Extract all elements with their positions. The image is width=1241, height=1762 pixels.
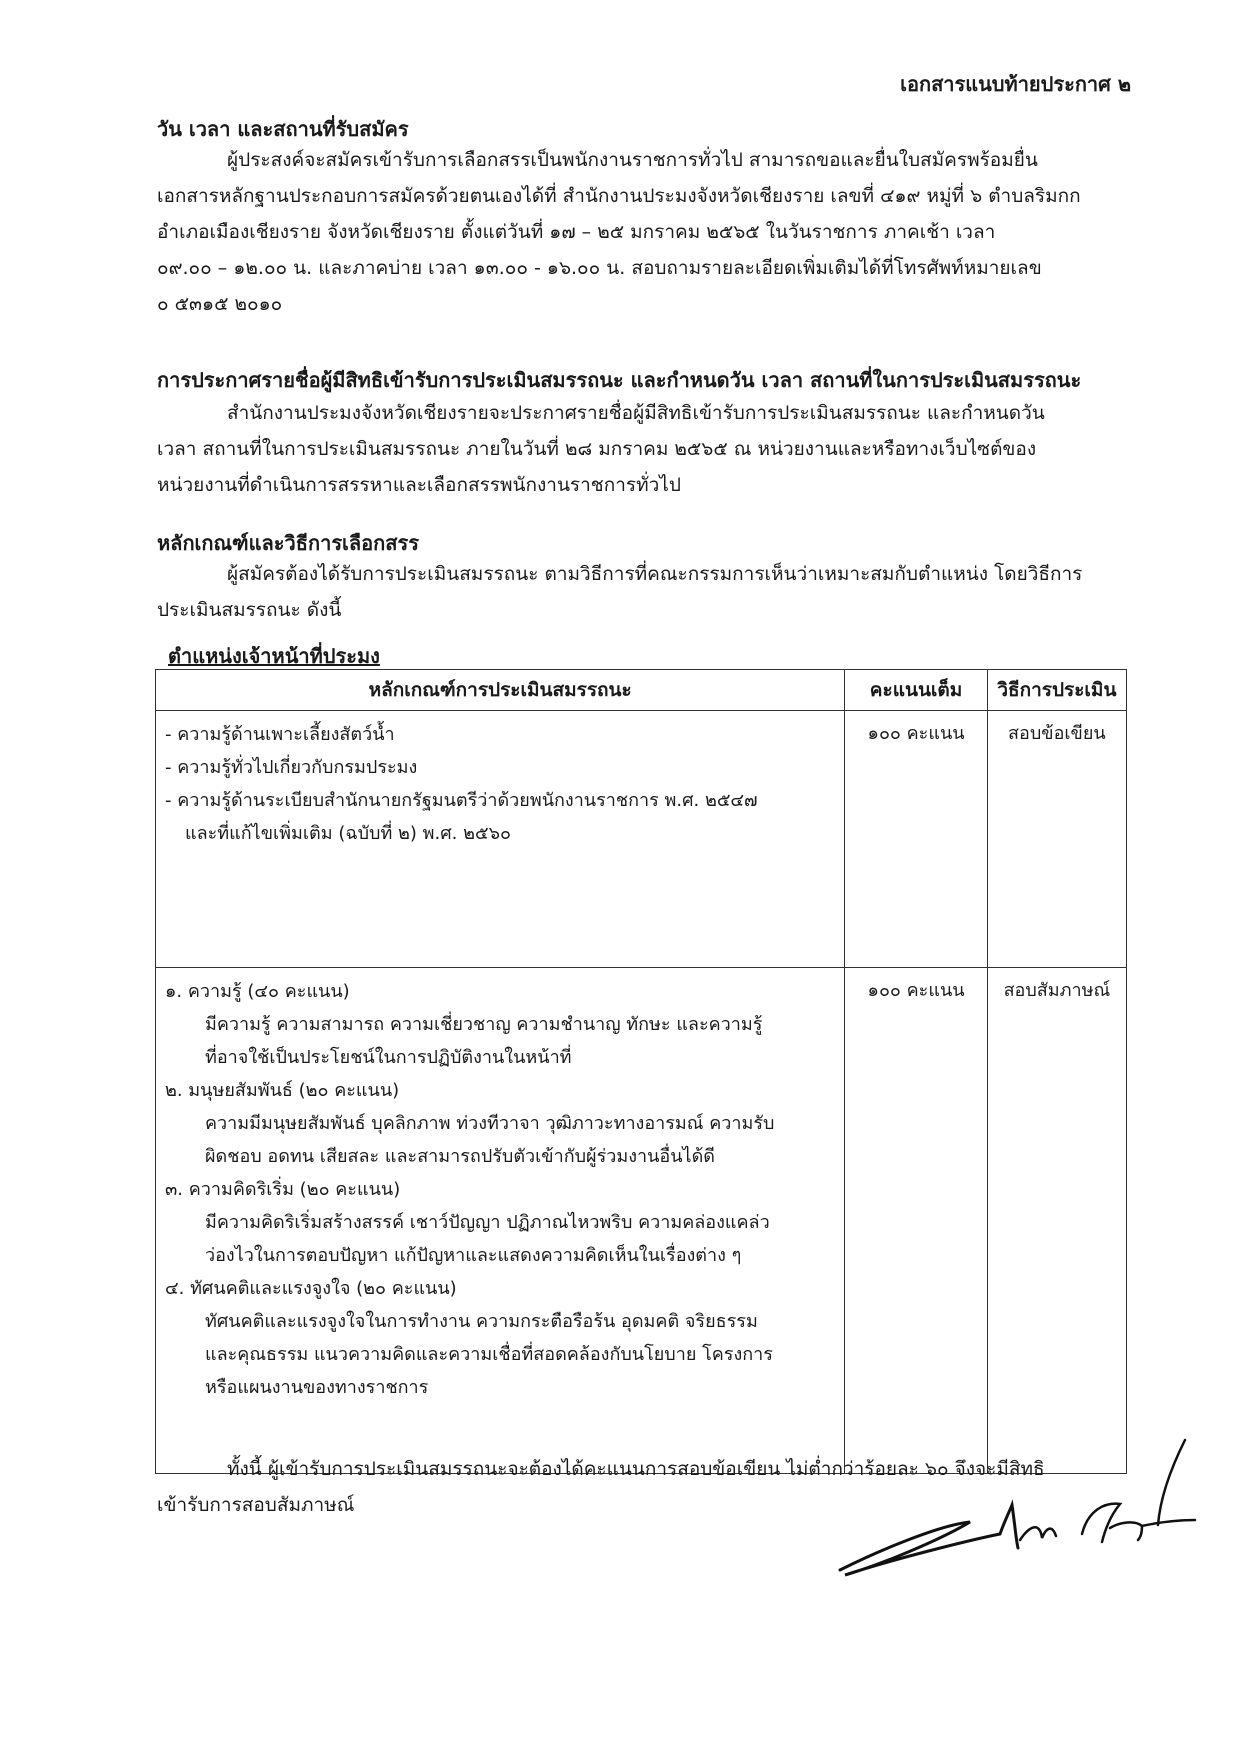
- criteria-line: - ความรู้ด้านระเบียบสำนักนายกรัฐมนตรีว่าด้วยพนักงานราชการ พ.ศ. ๒๕๔๗: [165, 790, 758, 811]
- criteria-line: ๔. ทัศนคติและแรงจูงใจ (๒๐ คะแนน): [165, 1278, 457, 1299]
- text-line: สำนักงานประมงจังหวัดเชียงรายจะประกาศรายชื่อผู้มีสิทธิเข้ารับการประเมินสมรรถนะ และกำหนดวัน: [227, 402, 1045, 424]
- criteria-line: ๑. ความรู้ (๔๐ คะแนน): [165, 981, 350, 1002]
- criteria-line: หรือแผนงานของทางราชการ: [205, 1377, 429, 1398]
- text-line: เวลา สถานที่ในการประเมินสมรรถนะ ภายในวันที่ ๒๘ มกราคม ๒๕๖๕ ณ หน่วยงานและหรือทางเว็บไซต์ของ: [157, 438, 1037, 460]
- section-body-announcement: [157, 395, 1127, 503]
- criteria-line: ว่องไวในการตอบปัญหา แก้ปัญหาและแสดงความคิดเห็นในเรื่องต่าง ๆ: [205, 1245, 742, 1266]
- criteria-line: และที่แก้ไขเพิ่มเติม (ฉบับที่ ๒) พ.ศ. ๒๕๖๐: [185, 823, 512, 844]
- text-line: ผู้ประสงค์จะสมัครเข้ารับการเลือกสรรเป็นพนักงานราชการทั่วไป สามารถขอและยื่นใบสมัครพร้อมยื่น: [227, 149, 1038, 171]
- criteria-line: ความมีมนุษยสัมพันธ์ บุคลิกภาพ ท่วงทีวาจา วุฒิภาวะทางอารมณ์ ความรับ: [205, 1113, 775, 1134]
- table-row: [156, 711, 1127, 968]
- position-title: ตำแหน่งเจ้าหน้าที่ประมง: [168, 644, 380, 668]
- signature-icon: [820, 1430, 1200, 1590]
- criteria-line: ๓. ความคิดริเริ่ม (๒๐ คะแนน): [165, 1179, 401, 1200]
- method-cell: สอบสัมภาษณ์: [987, 968, 1126, 1474]
- criteria-line: มีความคิดริเริ่มสร้างสรรค์ เชาว์ปัญญา ปฏิภาณไหวพริบ ความคล่องแคล่ว: [205, 1212, 770, 1233]
- section-heading-criteria: หลักเกณฑ์และวิธีการเลือกสรร: [157, 531, 419, 555]
- text-line: หน่วยงานที่ดำเนินการสรรหาและเลือกสรรพนักงานราชการทั่วไป: [157, 474, 681, 496]
- criteria-line: - ความรู้ทั่วไปเกี่ยวกับกรมประมง: [165, 757, 418, 778]
- method-cell: สอบข้อเขียน: [987, 711, 1126, 968]
- column-header-criteria: หลักเกณฑ์การประเมินสมรรถนะ: [156, 670, 845, 711]
- evaluation-criteria-table: [155, 669, 1127, 1474]
- table-header-row: [156, 670, 1127, 711]
- table-row: [156, 968, 1127, 1474]
- section-heading-announcement: การประกาศรายชื่อผู้มีสิทธิเข้ารับการประเมินสมรรถนะ และกำหนดวัน เวลา สถานที่ในการประเมินสมรรถนะ: [157, 368, 1082, 392]
- section-body-criteria: [157, 556, 1127, 628]
- criteria-line: มีความรู้ ความสามารถ ความเชี่ยวชาญ ความชำนาญ ทักษะ และความรู้: [205, 1014, 763, 1035]
- section-heading-application-dates: วัน เวลา และสถานที่รับสมัคร: [157, 117, 409, 141]
- text-line: เข้ารับการสอบสัมภาษณ์: [157, 1494, 355, 1516]
- criteria-line: ๒. มนุษยสัมพันธ์ (๒๐ คะแนน): [165, 1080, 400, 1101]
- section-body-application-dates: [157, 142, 1127, 322]
- criteria-line: ที่อาจใช้เป็นประโยชน์ในการปฏิบัติงานในหน้าที่: [205, 1047, 572, 1068]
- criteria-cell: [156, 968, 845, 1474]
- text-line: ทั้งนี้ ผู้เข้ารับการประเมินสมรรถนะจะต้องได้คะแนนการสอบข้อเขียน ไม่ต่ำกว่าร้อยละ ๖๐ จึงจะมีสิทธิ: [227, 1458, 1045, 1480]
- criteria-line: ทัศนคติและแรงจูงใจในการทำงาน ความกระตือรือร้น อุดมคติ จริยธรรม: [205, 1311, 758, 1332]
- full-score-cell: ๑๐๐ คะแนน: [845, 968, 987, 1474]
- criteria-line: และคุณธรรม แนวความคิดและความเชื่อที่สอดคล้องกับนโยบาย โครงการ: [205, 1344, 773, 1365]
- attachment-reference: เอกสารแนบท้ายประกาศ ๒: [900, 72, 1131, 96]
- text-line: อำเภอเมืองเชียงราย จังหวัดเชียงราย ตั้งแต่วันที่ ๑๗ – ๒๕ มกราคม ๒๕๖๕ ในวันราชการ ภาคเช้า เวลา: [157, 221, 996, 243]
- full-score-cell: ๑๐๐ คะแนน: [845, 711, 987, 968]
- text-line: ประเมินสมรรถนะ ดังนี้: [157, 599, 342, 621]
- column-header-full-score: คะแนนเต็ม: [845, 670, 987, 711]
- text-line: เอกสารหลักฐานประกอบการสมัครด้วยตนเองได้ที่ สำนักงานประมงจังหวัดเชียงราย เลขที่ ๔๑๙ หมู่ที่ ๖ ตำบลริมกก: [157, 185, 1081, 207]
- column-header-method: วิธีการประเมิน: [987, 670, 1126, 711]
- text-line: ๐ ๕๓๑๕ ๒๐๑๐: [157, 293, 283, 315]
- criteria-cell: [156, 711, 845, 968]
- criteria-line: - ความรู้ด้านเพาะเลี้ยงสัตว์น้ำ: [165, 724, 395, 745]
- text-line: ผู้สมัครต้องได้รับการประเมินสมรรถนะ ตามวิธีการที่คณะกรรมการเห็นว่าเหมาะสมกับตำแหน่ง โดยวิธีการ: [227, 563, 1083, 585]
- criteria-line: ผิดชอบ อดทน เสียสละ และสามารถปรับตัวเข้ากับผู้ร่วมงานอื่นได้ดี: [205, 1146, 715, 1167]
- text-line: ๐๙.๐๐ – ๑๒.๐๐ น. และภาคบ่าย เวลา ๑๓.๐๐ - ๑๖.๐๐ น. สอบถามรายละเอียดเพิ่มเติมได้ที่โทรศัพท์หมายเลข: [157, 257, 1042, 279]
